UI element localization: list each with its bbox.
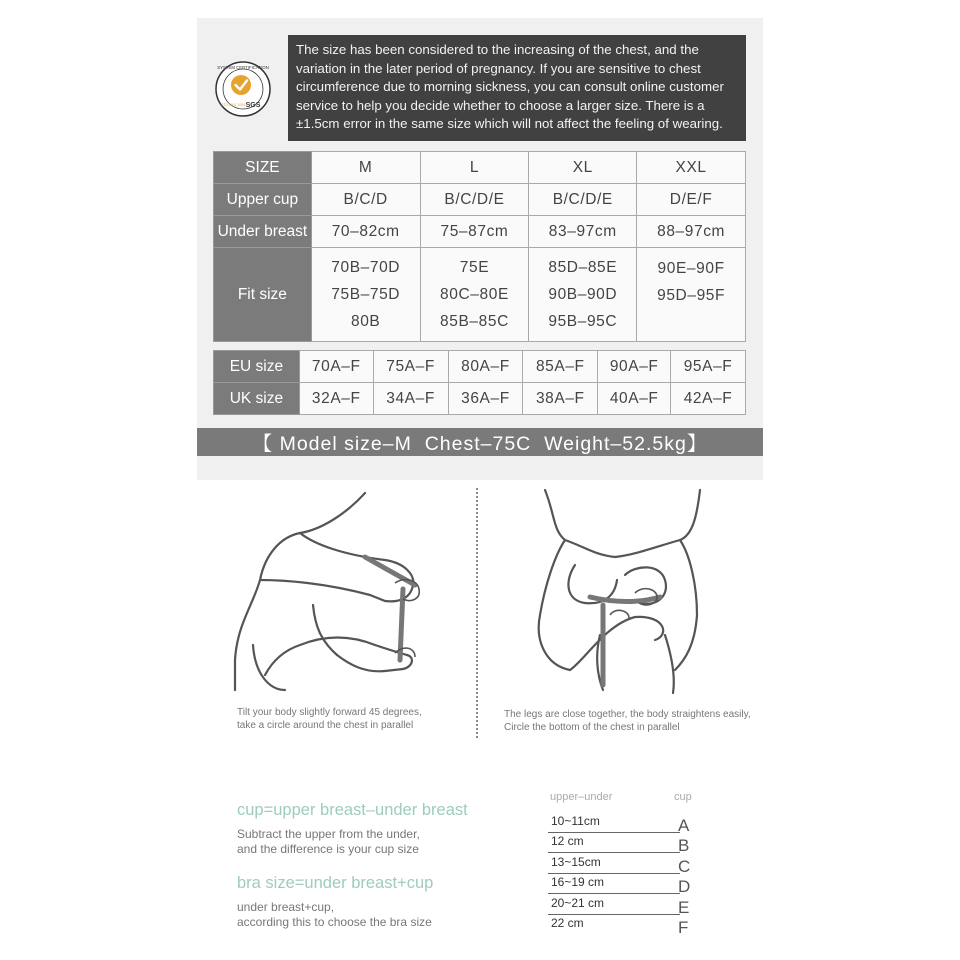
bra-formula-text	[237, 900, 432, 929]
table-cell: 70A–F	[299, 351, 373, 383]
cup-chart-row	[548, 894, 680, 915]
table-cell: 42A–F	[671, 383, 746, 415]
formula-line: and the difference is your cup size	[237, 841, 419, 856]
measure-under-breast-illustration	[515, 485, 745, 695]
size-header: SIZE	[214, 152, 312, 184]
fit-value: 80B	[350, 313, 381, 330]
size-col-l: L	[420, 152, 529, 184]
table-cell: 90A–F	[598, 351, 671, 383]
upper-cup-row	[214, 184, 746, 216]
cup-chart-range-header: upper–under	[550, 791, 613, 803]
fit-size-label: Fit size	[214, 248, 312, 342]
formula-line: under breast+cup,	[237, 900, 335, 914]
cup-letter: D	[678, 877, 691, 896]
table-cell: B/C/D/E	[420, 184, 529, 216]
badge-brand: SGS	[245, 102, 261, 109]
formula-line: Subtract the upper from the under,	[237, 827, 420, 841]
cup-formula-title: cup=upper breast–under breast	[237, 801, 468, 819]
table-cell: 95A–F	[671, 351, 746, 383]
caption-line: Circle the bottom of the chest in parallel	[504, 722, 680, 733]
left-caption	[237, 706, 422, 732]
fit-size-row	[214, 248, 746, 342]
table-cell: B/C/D	[311, 184, 420, 216]
table-cell: B/C/D/E	[529, 184, 637, 216]
eu-size-label: EU size	[214, 351, 300, 383]
bra-formula-title: bra size=under breast+cup	[237, 874, 434, 892]
cup-formula-text	[237, 827, 420, 856]
under-breast-label: Under breast	[214, 216, 312, 248]
caption-line: take a circle around the chest in parallel	[237, 720, 414, 731]
table-cell: 75A–F	[373, 351, 448, 383]
formula-line: according this to choose the bra size	[237, 914, 432, 929]
upper-cup-label: Upper cup	[214, 184, 312, 216]
cup-range: 16~19 cm	[551, 875, 605, 889]
cup-range: 20~21 cm	[551, 896, 605, 910]
size-table	[213, 151, 746, 342]
table-cell: 70–82cm	[311, 216, 420, 248]
table-cell: 75–87cm	[420, 216, 529, 248]
cup-range: 10~11cm	[551, 814, 600, 828]
fit-value: 75B–75D	[331, 286, 401, 303]
size-col-xxl: XXL	[637, 152, 746, 184]
cup-chart-row	[548, 873, 680, 894]
fit-value: 95D–95F	[657, 287, 726, 304]
cup-letter: B	[678, 836, 690, 855]
cup-letter: F	[678, 918, 689, 937]
uk-size-row	[214, 383, 746, 415]
table-cell: 40A–F	[598, 383, 671, 415]
model-size-banner: 【 Model size–M Chest–75C Weight–52.5kg】	[197, 428, 763, 456]
certification-seal-icon	[214, 60, 272, 118]
cup-range: 12 cm	[551, 834, 584, 848]
badge-std-text: STD 9001 2000	[221, 103, 245, 107]
table-cell: 83–97cm	[529, 216, 637, 248]
measure-upper-breast-illustration	[225, 485, 455, 695]
cup-chart-cup-header: cup	[674, 791, 692, 803]
under-breast-row	[214, 216, 746, 248]
cup-letter: A	[678, 816, 690, 835]
cup-chart-row	[548, 853, 680, 874]
sgs-certification-badge	[214, 60, 272, 118]
cup-chart-row	[548, 832, 680, 853]
size-col-m: M	[311, 152, 420, 184]
size-col-xl: XL	[529, 152, 637, 184]
cup-letter: C	[678, 857, 691, 876]
cup-chart-row	[548, 812, 680, 833]
table-cell: 34A–F	[373, 383, 448, 415]
eu-size-row	[214, 351, 746, 383]
table-cell: 38A–F	[523, 383, 598, 415]
illustration-divider	[476, 488, 478, 738]
table-cell: 36A–F	[448, 383, 523, 415]
fit-value: 85D–85E	[548, 259, 618, 276]
right-caption	[504, 708, 751, 734]
fit-cell-m	[311, 248, 420, 342]
badge-ring-text: SYSTEM CERTIFICATION	[217, 65, 269, 70]
fit-cell-xxl	[637, 248, 746, 342]
cup-chart-row	[548, 914, 680, 934]
fit-value: 80C–80E	[440, 286, 509, 303]
cup-range: 13~15cm	[551, 855, 601, 869]
caption-line: The legs are close together, the body straightens easily,	[504, 709, 751, 720]
table-cell: 80A–F	[448, 351, 523, 383]
eu-uk-size-table	[213, 350, 746, 415]
table-cell: 88–97cm	[637, 216, 746, 248]
fit-cell-xl	[529, 248, 637, 342]
table-cell: D/E/F	[637, 184, 746, 216]
fit-cell-l	[420, 248, 529, 342]
table-cell: 32A–F	[299, 383, 373, 415]
fit-value: 75E	[459, 259, 490, 276]
table-cell: 85A–F	[523, 351, 598, 383]
size-header-row	[214, 152, 746, 184]
uk-size-label: UK size	[214, 383, 300, 415]
fit-value: 85B–85C	[440, 313, 509, 330]
fit-value: 70B–70D	[331, 259, 401, 276]
fit-value: 90B–90D	[548, 286, 618, 303]
caption-line: Tilt your body slightly forward 45 degrees,	[237, 707, 422, 718]
fit-value: 95B–95C	[548, 313, 618, 330]
size-note: The size has been considered to the increasing of the chest, and the variation in the later period of pregnancy. If you are sensitive to chest circumference due to morning sickness, you can consult online customer service to help you decide whether to choose a larger size. There is a ±1.5cm error in the same size which will not affect the feeling of wearing.	[288, 35, 746, 141]
cup-letter: E	[678, 898, 690, 917]
cup-range: 22 cm	[551, 916, 584, 930]
fit-value: 90E–90F	[657, 260, 725, 277]
